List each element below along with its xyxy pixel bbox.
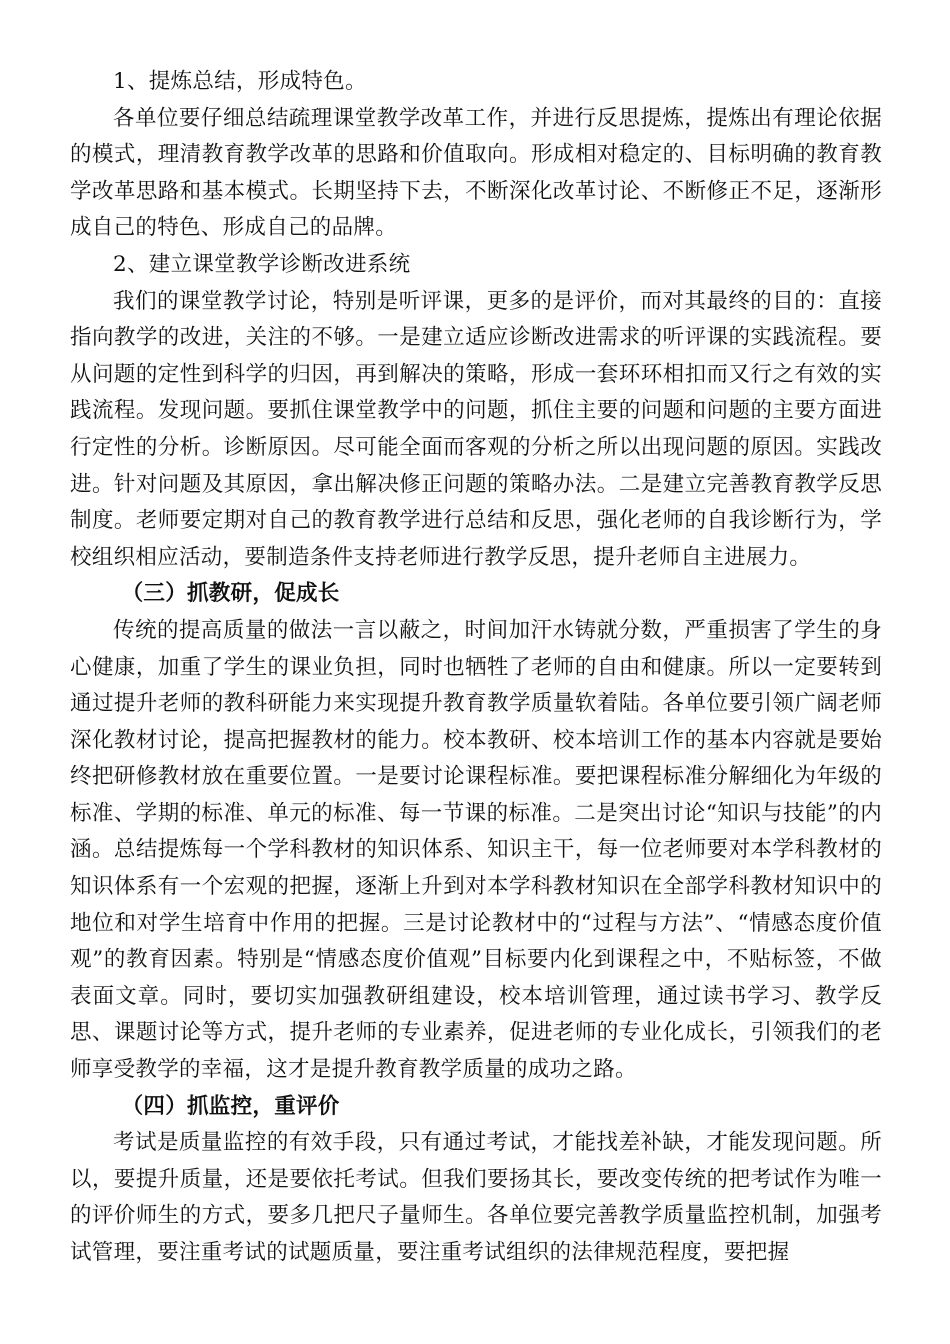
document-body — [70, 64, 882, 1272]
section-3-paragraph: 传统的提高质量的做法一言以蔽之，时间加汗水铸就分数，严重损害了学生的身心健康，加重了学生的课业负担，同时也牺牲了老师的自由和健康。所以一定要转到通过提升老师的教科研能力来实现提升教育教学质量软着陆。各单位要引领广阔老师深化教材讨论，提高把握教材的能力。校本教研、校本培训工作的基本内容就是要始终把研修教材放在重要位置。一是要讨论课程标准。要把课程标准分解细化为年级的标准、学期的标准、单元的标准、每一节课的标准。二是突出讨论“知识与技能”的内涵。总结提炼每一个学科教材的知识体系、知识主干，每一位老师要对本学科教材的知识体系有一个宏观的把握，逐渐上升到对本学科教材知识在全部学科教材知识中的地位和对学生培育中作用的把握。三是讨论教材中的“过程与方法”、“情感态度价值观”的教育因素。特别是“情感态度价值观”目标要内化到课程之中，不贴标签，不做表面文章。同时，要切实加强教研组建设，校本培训管理，通过读书学习、教学反思、课题讨论等方式，提升老师的专业素养，促进老师的专业化成长，引领我们的老师享受教学的幸福，这才是提升教育教学质量的成功之路。 — [70, 617, 882, 1083]
section-2-heading: 2、建立课堂教学诊断改进系统 — [113, 251, 411, 277]
section-4-heading: （四）抓监控，重评价 — [121, 1093, 340, 1119]
section-2-paragraph: 我们的课堂教学讨论，特别是听评课，更多的是评价，而对其最终的目的：直接指向教学的改进，关注的不够。一是建立适应诊断改进需求的听评课的实践流程。要从问题的定性到科学的归因，再到解决的策略，形成一套环环相扣而又行之有效的实践流程。发现问题。要抓住课堂教学中的问题，抓住主要的问题和问题的主要方面进行定性的分析。诊断原因。尽可能全面而客观的分析之所以出现问题的原因。实践改进。针对问题及其原因，拿出解决修正问题的策略办法。二是建立完善教育教学反思制度。老师要定期对自己的教育教学进行总结和反思，强化老师的自我诊断行为，学校组织相应活动，要制造条件支持老师进行教学反思，提升老师自主进展力。 — [70, 288, 882, 570]
section-4-paragraph: 考试是质量监控的有效手段，只有通过考试，才能找差补缺，才能发现问题。所以，要提升质量，还是要依托考试。但我们要扬其长，要改变传统的把考试作为唯一的评价师生的方式，要多几把尺子量师生。各单位要完善教学质量监控机制，加强考试管理，要注重考试的试题质量，要注重考试组织的法律规范程度，要把握 — [70, 1130, 882, 1265]
section-1-heading: 1、提炼总结，形成特色。 — [113, 69, 367, 94]
section-1-paragraph: 各单位要仔细总结疏理课堂教学改革工作，并进行反思提炼，提炼出有理论依据的模式，理清教育教学改革的思路和价值取向。形成相对稳定的、目标明确的教育教学改革思路和基本模式。长期坚持下去，不断深化改革讨论、不断修正不足，逐渐形成自己的特色、形成自己的品牌。 — [70, 105, 882, 241]
section-3-heading: （三）抓教研，促成长 — [121, 581, 340, 607]
